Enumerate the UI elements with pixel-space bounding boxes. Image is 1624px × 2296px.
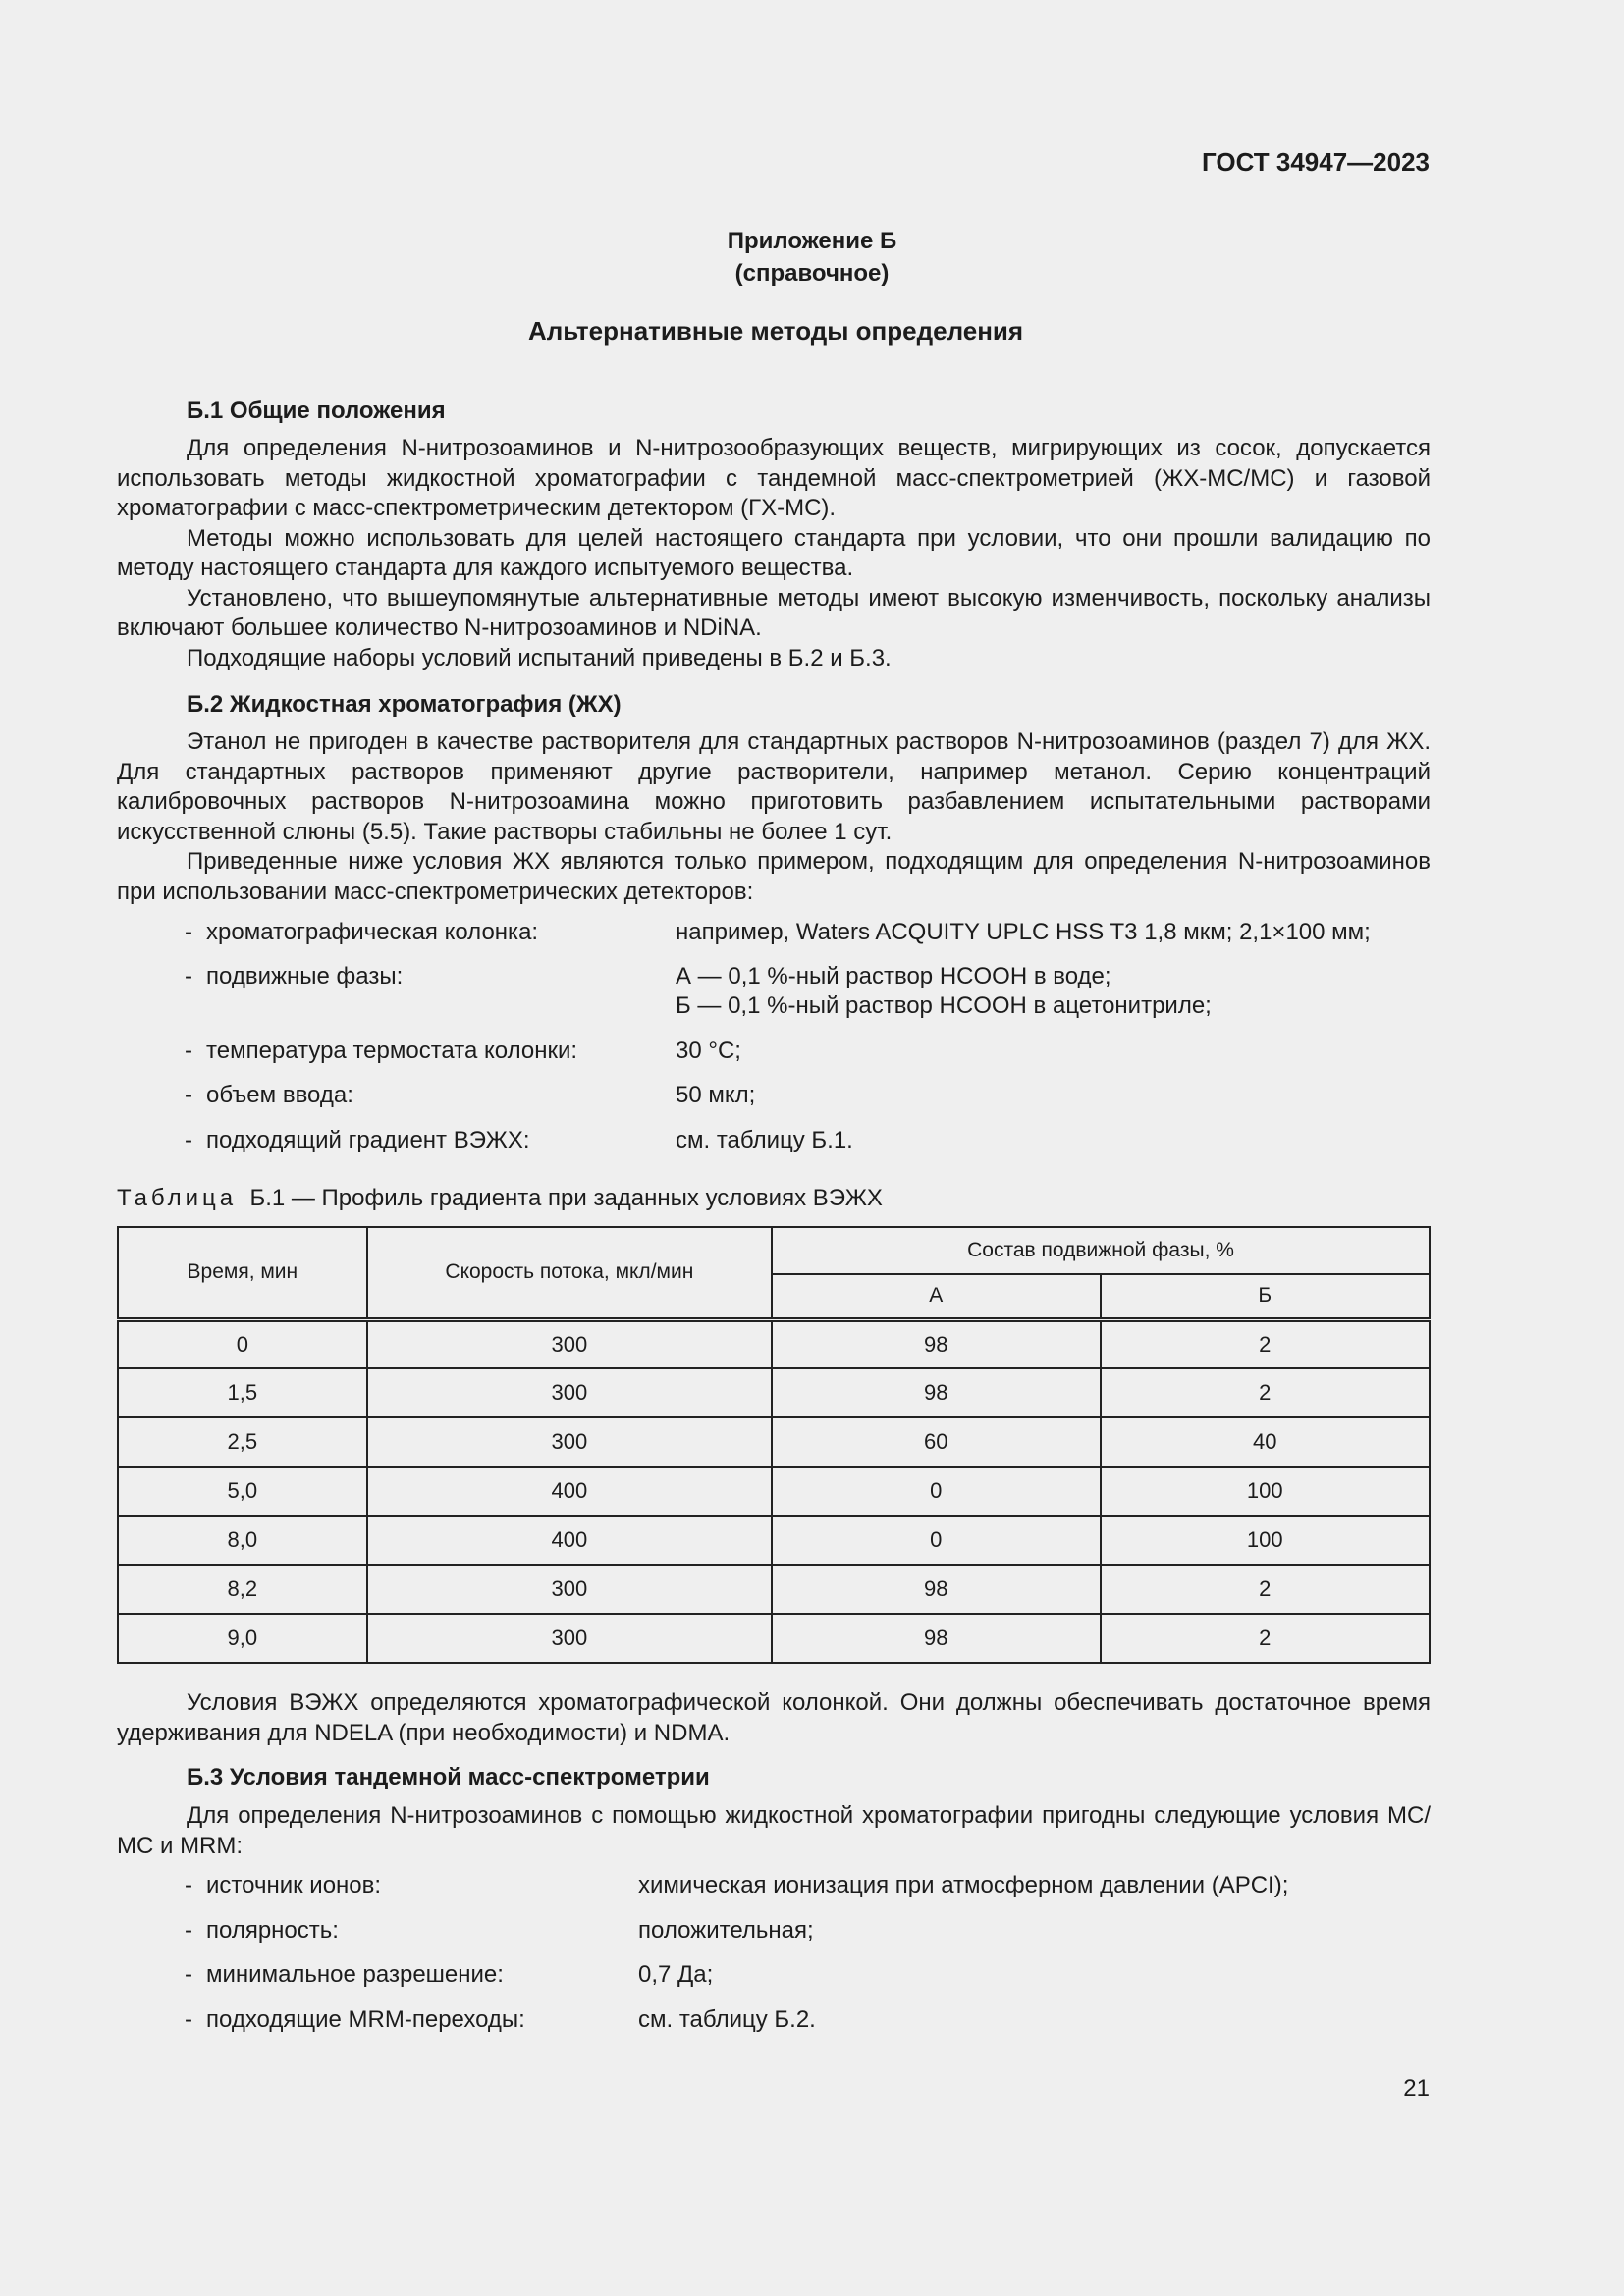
table-row: 0 300 98 2 [118,1319,1430,1368]
table-row: 8,2 300 98 2 [118,1565,1430,1614]
section-b2-text [117,727,1431,907]
table-row: 2,5 300 60 40 [118,1417,1430,1467]
appendix-title: Приложение Б [727,228,897,254]
document-page: ГОСТ 34947—2023 Приложение Б (справочное) Альтернативные методы определения Б.1 Общие положения Для определения N-нитрозоаминов и N-нитрозообразующих веществ, мигрирующих из сосок, допускается использовать методы жидкостной хроматографии с тандемной масс-спектрометрией (ЖХ-МС/МС) и газовой хроматографии с масс-спектрометрическим детектором (ГХ-МС). Методы можно использовать для целей настоящего стандарта при условии, что они прошли валидацию по методу настоящего стандарта для каждого испытуемого вещества. Установлено, что вышеупомянутые альтернативные методы имеют высокую изменчивость, поскольку анализы включают большее количество N-нитрозоаминов и NDiNA. Подходящие наборы условий испытаний приведены в Б.2 и Б.3. Б.2 Жидкостная хроматография (ЖХ) Этанол не пригоден в качестве растворителя для стандартных растворов N-нитрозоаминов (раздел 7) для ЖХ. Для стандартных растворов применяют другие растворители, например метанол. Серию концентраций калибровочных растворов N-нитрозоамина можно приготовить разбавлением испытательными растворами искусственной слюны (5.5). Такие растворы стабильны не более 1 сут. Приведенные ниже условия ЖХ являются только примером, подходящим для определения N-нитрозоаминов при использовании масс-спектрометрических детекторов: - хроматографическая колонка: например, Waters ACQUITY UPLC HSS T3 1,8 мкм; 2,1×100 мм; - подвижные фазы: А — 0,1 %-ный раствор HCOOH в воде; Б — 0,1 %-ный раствор HCOOH в ацетонитриле; - температура термостата колонки: 30 °C; - объем ввода: 50 мкл; - подходящий градиент ВЭЖХ: см. таблицу Б.1. Таблица Б.1 — Профиль градиента при заданных условиях ВЭЖХ Время, мин Скорость потока, мкл/мин Состав подвижной фазы, % А Б 0 300 98 2 1,5 300 98 2 2,5 300 60 40 5,0 400 0 100 8,0 400 0 100 8,2 300 98 2 9,0 300 98 2 Условия ВЭЖХ определяются хроматографической колонкой. Они должны обеспечивать достаточное время удерживания для NDELA (при необходимости) и NDMA. Б.3 Условия тандемной масс-спектрометрии Для определения N-нитрозоаминов с помощью жидкостной хроматографии пригодны следующие условия МС/МС и MRM: - источник ионов: химическая ионизация при атмосферном давлении (APCI); - полярность: положительная; - минимальное разрешение: 0,7 Да; - подходящие MRM-переходы: см. таблицу Б.2. 21 [0,0,1624,2296]
section-b2-heading: Б.2 Жидкостная хроматография (ЖХ) [187,691,622,718]
section-b1-text [117,434,1431,673]
section-b3-text [117,1801,1431,1861]
paragraph: Подходящие наборы условий испытаний приведены в Б.2 и Б.3. [187,644,892,671]
paragraph: Условия ВЭЖХ определяются хроматографической колонкой. Они должны обеспечивать достаточное время удерживания для NDELA (при необходимости) и NDMA. [117,1689,1431,1746]
main-title: Альтернативные методы определения [527,316,1024,346]
table-body [118,1319,1430,1663]
table-row: 1,5 300 98 2 [118,1368,1430,1417]
table-caption: Таблица Б.1 — Профиль градиента при заданных условиях ВЭЖХ [117,1185,883,1211]
standard-code: ГОСТ 34947—2023 [1202,147,1430,177]
after-table-text [117,1688,1431,1748]
table-row: 8,0 400 0 100 [118,1516,1430,1565]
section-b3-heading: Б.3 Условия тандемной масс-спектрометрии [187,1764,710,1790]
paragraph: Для определения N-нитрозоаминов и N-нитрозообразующих веществ, мигрирующих из сосок, допускается использовать методы жидкостной хроматографии с тандемной масс-спектрометрией (ЖХ-МС/МС) и газовой хроматографии с масс-спектрометрическим детектором (ГХ-МС). [117,435,1431,521]
header-flow: Скорость потока, мкл/мин [367,1227,772,1319]
header-b: Б [1101,1274,1431,1319]
paragraph: Приведенные ниже условия ЖХ являются только примером, подходящим для определения N-нитрозоаминов при использовании масс-спектрометрических детекторов: [117,848,1431,905]
appendix-note: (справочное) [734,260,890,287]
table-row: 5,0 400 0 100 [118,1467,1430,1516]
header-a: А [772,1274,1100,1319]
paragraph: Методы можно использовать для целей настоящего стандарта при условии, что они прошли валидацию по методу настоящего стандарта для каждого испытуемого вещества. [117,524,1431,581]
paragraph: Для определения N-нитрозоаминов с помощью жидкостной хроматографии пригодны следующие условия МС/МС и MRM: [117,1802,1431,1859]
paragraph: Установлено, что вышеупомянутые альтернативные методы имеют высокую изменчивость, поскольку анализы включают большее количество N-нитрозоаминов и NDiNA. [117,584,1431,641]
section-b1-heading: Б.1 Общие положения [187,398,446,424]
gradient-table [117,1226,1431,1664]
header-composition: Состав подвижной фазы, % [772,1227,1430,1274]
table-row: 9,0 300 98 2 [118,1614,1430,1663]
header-time: Время, мин [118,1227,367,1319]
paragraph: Этанол не пригоден в качестве растворителя для стандартных растворов N-нитрозоаминов (раздел 7) для ЖХ. Для стандартных растворов применяют другие растворители, например метанол. Серию концентраций калибровочных растворов N-нитрозоамина можно приготовить разбавлением испытательными растворами искусственной слюны (5.5). Такие растворы стабильны не более 1 сут. [117,728,1431,845]
page-number: 21 [1403,2075,1430,2102]
